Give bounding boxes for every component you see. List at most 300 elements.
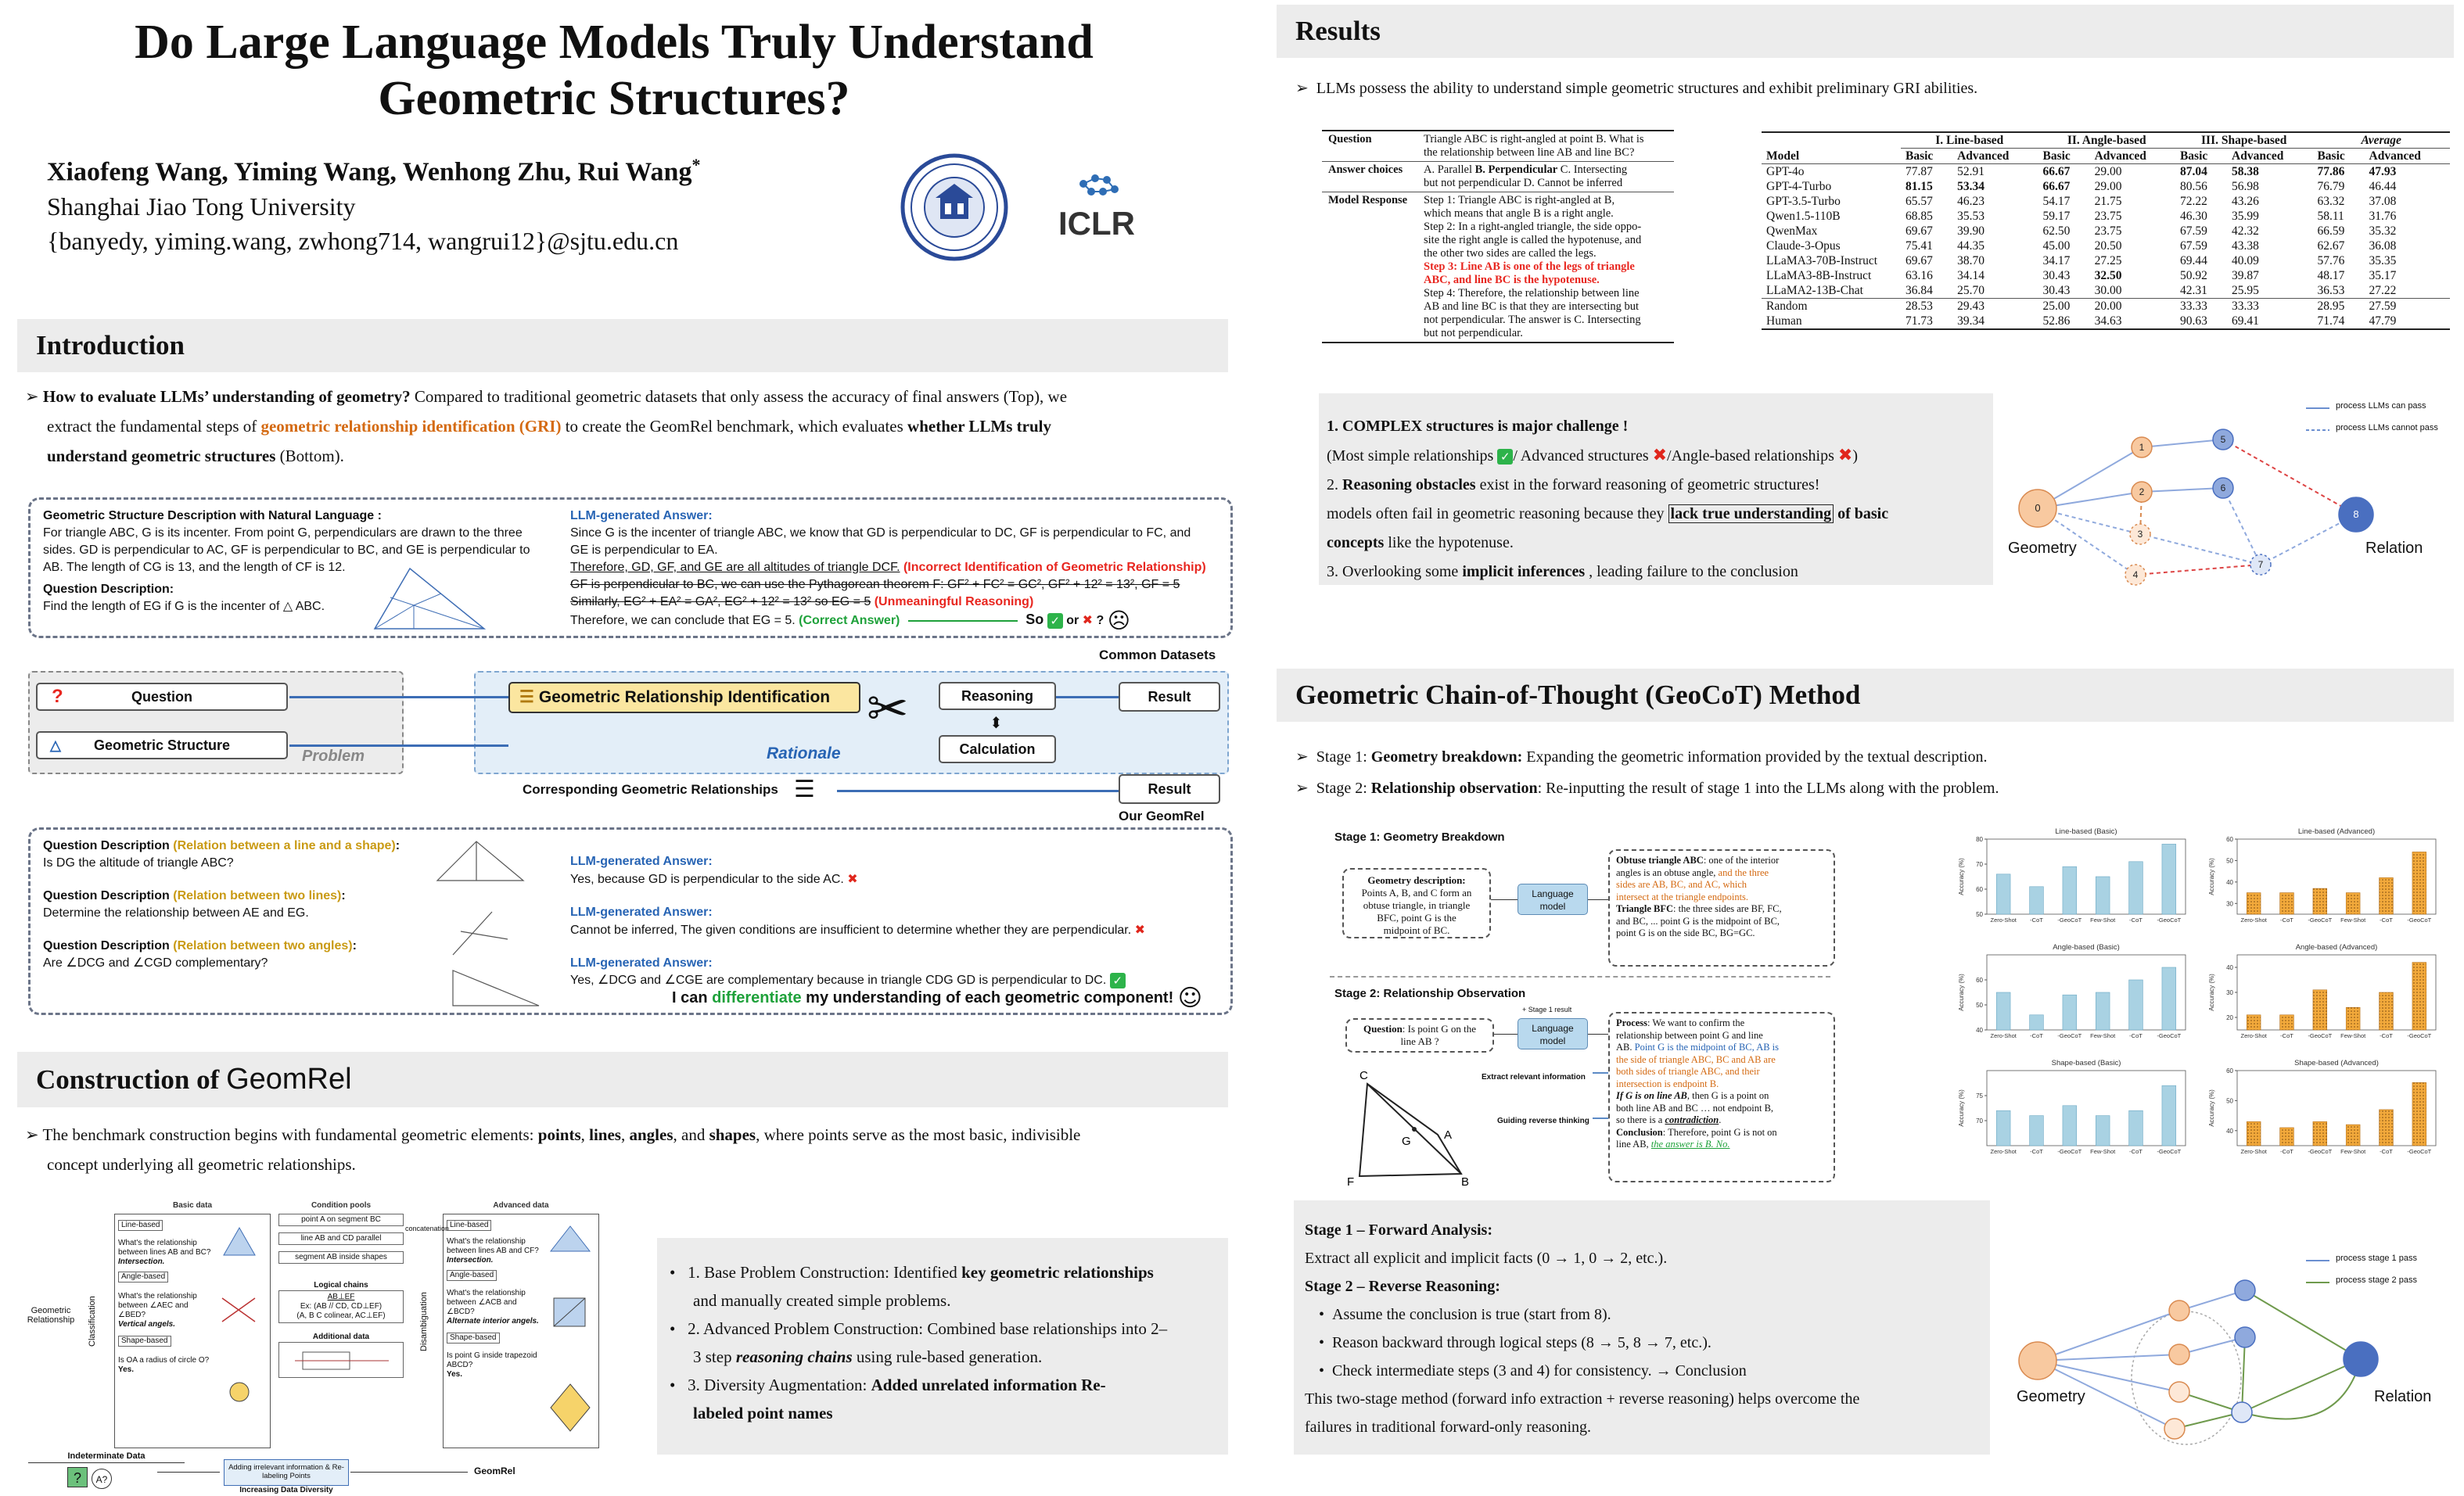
svg-text:7: 7 bbox=[2257, 559, 2264, 570]
check-icon: ✓ bbox=[1497, 449, 1513, 465]
score-cell: 75.41 bbox=[1905, 239, 1933, 253]
graph-node-0 bbox=[2019, 490, 2056, 527]
geocot-header: Geometric Chain-of-Thought (GeoCoT) Method bbox=[1277, 669, 2454, 722]
rationale-label: Rationale bbox=[767, 744, 841, 762]
flow-arrow bbox=[1056, 696, 1119, 698]
graph-edge bbox=[2223, 488, 2261, 565]
score-cell: 36.84 bbox=[1905, 284, 1933, 297]
score-cell: 65.57 bbox=[1905, 195, 1933, 208]
score-cell: 33.33 bbox=[2179, 300, 2207, 313]
bar bbox=[2063, 995, 2077, 1030]
graph-node-4 bbox=[2164, 1419, 2185, 1439]
bar bbox=[2096, 992, 2110, 1030]
score-cell: 39.34 bbox=[1957, 314, 1984, 328]
cross-icon: ✖ bbox=[1082, 612, 1094, 627]
legend-stage1: process stage 1 pass bbox=[2336, 1254, 2417, 1263]
score-cell: 47.93 bbox=[2369, 165, 2397, 178]
construction-paragraph: ➢ The benchmark construction begins with fundamental geometric elements: points, lines, angles, and shapes, where points serve as the most basic, indivisible concept underlying all geometric relationships. bbox=[25, 1125, 1081, 1174]
graph-node-7 bbox=[2232, 1402, 2252, 1422]
question-mark-icon: ? bbox=[52, 686, 63, 707]
score-cell: 67.59 bbox=[2179, 239, 2207, 253]
chart-ylabel: Accuracy (%) bbox=[1958, 858, 1965, 895]
result-box-common: Result bbox=[1119, 682, 1220, 712]
graph-edge bbox=[2038, 1361, 2179, 1392]
score-cell: 35.53 bbox=[1957, 210, 1984, 223]
authors: Xiaofeng Wang, Yiming Wang, Wenhong Zhu, Rui Wang* bbox=[47, 155, 701, 187]
score-cell: 37.08 bbox=[2369, 195, 2397, 208]
our-geomrel-label: Our GeomRel bbox=[1119, 809, 1205, 823]
score-cell: 27.22 bbox=[2369, 284, 2397, 297]
model-name: GPT-3.5-Turbo bbox=[1766, 195, 1841, 208]
score-cell: 34.14 bbox=[1957, 269, 1984, 282]
score-cell: 35.99 bbox=[2232, 210, 2259, 223]
score-cell: 34.17 bbox=[2042, 254, 2071, 267]
svg-text:ICLR: ICLR bbox=[1058, 205, 1135, 242]
chart-title: Shape-based (Advanced) bbox=[2294, 1059, 2379, 1067]
sub-figures bbox=[429, 838, 555, 1010]
iclr-logo-icon bbox=[1052, 164, 1162, 242]
bar bbox=[2346, 893, 2360, 914]
x-tick-label: -CoT bbox=[2280, 1032, 2293, 1039]
score-cell: 43.26 bbox=[2232, 195, 2259, 208]
score-cell: 81.15 bbox=[1905, 180, 1933, 193]
bar bbox=[2063, 866, 2077, 914]
score-cell: 23.75 bbox=[2094, 210, 2122, 223]
y-tick-label: 60 bbox=[2226, 836, 2233, 843]
score-cell: 66.59 bbox=[2317, 224, 2345, 238]
y-tick-label: 60 bbox=[1976, 977, 1983, 984]
bar bbox=[2030, 1015, 2044, 1030]
y-tick-label: 50 bbox=[1976, 911, 1983, 918]
question-box-stage2: Question: Is point G on the line AB ? bbox=[1345, 1018, 1494, 1053]
bar bbox=[2030, 887, 2044, 914]
score-cell: 42.31 bbox=[2179, 284, 2207, 297]
flow-arrow bbox=[289, 744, 508, 747]
bar bbox=[2096, 1116, 2110, 1146]
score-cell: 52.91 bbox=[1957, 165, 1984, 178]
score-cell: 58.38 bbox=[2232, 165, 2259, 178]
svg-text:4: 4 bbox=[2132, 569, 2139, 580]
bar bbox=[1996, 874, 2010, 914]
observation-output-box: Process: We want to confirm the relationship between point G and line AB. Point G is the midpoint of BC, AB is the side of triangle ABC, BC and AB are both sides of triangle ABC, and their intersection is endpoint B. If G is on line AB, then G is a point on both line AB and BC … not endpoint B, so there is a contradiction. Conclusion: Therefore, point G is not on line AB, the answer is B. No. bbox=[1608, 1012, 1835, 1182]
x-tick-label: Zero-Shot bbox=[1990, 1032, 2017, 1039]
score-cell: 33.33 bbox=[2232, 300, 2259, 313]
bar bbox=[2313, 888, 2327, 914]
sjtu-logo-icon bbox=[900, 152, 1009, 262]
chart-title: Angle-based (Advanced) bbox=[2295, 943, 2378, 952]
affiliation: Shanghai Jiao Tong University bbox=[47, 192, 356, 221]
graph-edge bbox=[2242, 1337, 2245, 1412]
model-name: Random bbox=[1766, 300, 1808, 313]
score-cell: 57.76 bbox=[2317, 254, 2345, 267]
model-name: LLaMA2-13B-Chat bbox=[1766, 284, 1863, 297]
svg-text:B: B bbox=[1461, 1175, 1470, 1186]
x-tick-label: Zero-Shot bbox=[1990, 917, 2017, 924]
chart-title: Angle-based (Basic) bbox=[2053, 943, 2120, 952]
score-cell: 30.43 bbox=[2042, 284, 2071, 297]
svg-text:6: 6 bbox=[2220, 483, 2226, 493]
x-tick-label: -GeoCoT bbox=[2308, 1148, 2333, 1155]
score-cell: 25.70 bbox=[1957, 284, 1984, 297]
y-tick-label: 50 bbox=[2226, 1097, 2233, 1105]
score-cell: 80.56 bbox=[2179, 180, 2207, 193]
score-cell: 69.67 bbox=[1905, 254, 1933, 267]
bar bbox=[2280, 893, 2294, 914]
x-tick-label: -GeoCoT bbox=[2308, 917, 2333, 924]
construction-diagram: Basic data Condition pools Advanced data Geometric Relationship Classification Disambiguation Line-based What's the relationship between lines AB and BC? Intersection. Angle-based What's the relationship between ∠AEC and ∠BED? Vertical angels. Shape-based Is OA a radius of circle O? Yes. point A on segment BC line AB and CD parallel segment AB inside shapes Logical chains AB⊥EF Ex: (AB // CD, CD⊥EF) (A, B C colinear, AC⊥EF) Additional data concatenation Line-based What's the relationship between lines AB and CF? Intersection. Angle-based What's the relationship between ∠ACB and ∠BCD? Alternate interior angels. Shape-based Is point G inside trapezoid ABCD? Yes. Indeterminate Data ? A? Adding irrelevant information & Re-labeling Points Increasing Data Diversity GeomRel bbox=[28, 1196, 623, 1492]
score-cell: 72.22 bbox=[2179, 195, 2207, 208]
x-tick-label: -CoT bbox=[2030, 1148, 2043, 1155]
bar bbox=[2280, 1015, 2294, 1030]
score-cell: 32.50 bbox=[2094, 269, 2122, 282]
graph-edge bbox=[2038, 1354, 2179, 1361]
graph-edge bbox=[2242, 1359, 2361, 1412]
score-cell: 46.23 bbox=[1957, 195, 1984, 208]
model-name: QwenMax bbox=[1766, 224, 1818, 238]
geocot-stage-diagram: Stage 1: Geometry Breakdown Geometry description: Points A, B, and C form an obtuse triangle, in triangle BFC, point G is the midpoint of BC. Language model Obtuse triangle ABC: one of the interior angles is an obtuse angle, and the three sides are AB, BC, and AC, which intersect at the triangle endpoints. Triangle BFC: the three sides are BF, FC, and BC, ... point G is the midpoint of BC, point G is on the side BC, BG=GC. Stage 2: Relationship Observation + Stage 1 result Question: Is point G on the line AB ? Language model Extract relevant information Guiding reverse thinking Process: We want to confirm the relationship between point G and line AB. Point G is the midpoint of BC, AB is the side of triangle ABC, BC and AB are both sides of triangle ABC, and their intersection is endpoint B. If G is on line AB, then G is a point on both line AB and BC … not endpoint B, so there is a contradiction. Conclusion: Therefore, point G is not on line AB, the answer is B. No. C A G F B bbox=[1330, 821, 1846, 1189]
bar bbox=[2129, 980, 2143, 1030]
bar bbox=[2313, 990, 2327, 1030]
model-name: Qwen1.5-110B bbox=[1766, 210, 1841, 223]
table-row bbox=[1762, 299, 2450, 314]
graph-node-2 bbox=[2169, 1344, 2189, 1365]
corresponding-label: Corresponding Geometric Relationships bbox=[523, 782, 778, 797]
score-cell: 69.41 bbox=[2232, 314, 2259, 328]
x-tick-label: -GeoCoT bbox=[2157, 1148, 2182, 1155]
double-arrow-icon: ⬍ bbox=[990, 715, 1003, 732]
score-cell: 35.35 bbox=[2369, 254, 2397, 267]
score-cell: 87.04 bbox=[2179, 165, 2207, 178]
score-cell: 90.63 bbox=[2179, 314, 2207, 328]
score-cell: 42.32 bbox=[2232, 224, 2259, 238]
score-cell: 62.67 bbox=[2317, 239, 2345, 253]
table-row bbox=[1762, 179, 2450, 194]
score-cell: 56.98 bbox=[2232, 180, 2259, 193]
score-cell: 45.00 bbox=[2042, 239, 2071, 253]
score-cell: 21.75 bbox=[2094, 195, 2122, 208]
construction-header: Construction of GeomRel bbox=[17, 1052, 1228, 1107]
score-cell: 36.08 bbox=[2369, 239, 2397, 253]
score-cell: 29.00 bbox=[2094, 165, 2122, 178]
score-cell: 53.34 bbox=[1957, 180, 1984, 193]
title-line-2: Geometric Structures? bbox=[378, 72, 850, 125]
svg-text:F: F bbox=[1347, 1175, 1355, 1186]
relation-label: Relation bbox=[2365, 540, 2423, 557]
score-cell: 69.67 bbox=[1905, 224, 1933, 238]
svg-text:2: 2 bbox=[2139, 486, 2145, 497]
x-tick-label: -CoT bbox=[2280, 1148, 2293, 1155]
graph-node-3 bbox=[2169, 1382, 2189, 1402]
graph-node-7 bbox=[2250, 554, 2271, 575]
bar-chart bbox=[2206, 1057, 2441, 1166]
score-cell: 25.00 bbox=[2042, 300, 2071, 313]
legend-pass: process LLMs can pass bbox=[2336, 401, 2426, 411]
model-name: Claude-3-Opus bbox=[1766, 239, 1841, 253]
legend-fail: process LLMs cannot pass bbox=[2336, 423, 2438, 432]
score-cell: 43.38 bbox=[2232, 239, 2259, 253]
graph-node-8 bbox=[2339, 497, 2373, 532]
score-cell: 40.09 bbox=[2232, 254, 2259, 267]
score-cell: 29.43 bbox=[1957, 300, 1984, 313]
bar-chart bbox=[1956, 1057, 2190, 1166]
intro-header: Introduction bbox=[17, 319, 1228, 372]
score-cell: 20.00 bbox=[2094, 300, 2122, 313]
score-cell: 44.35 bbox=[1957, 239, 1984, 253]
score-cell: 54.17 bbox=[2042, 195, 2071, 208]
flow-arrow bbox=[289, 696, 508, 698]
poster-title bbox=[0, 14, 1228, 127]
x-tick-label: -GeoCoT bbox=[2057, 1148, 2082, 1155]
x-tick-label: -CoT bbox=[2129, 1148, 2143, 1155]
emails: {banyedy, yiming.wang, zwhong714, wangrui12}@sjtu.edu.cn bbox=[47, 227, 679, 255]
graph-node-6 bbox=[2235, 1327, 2255, 1347]
relation-label-2: Relation bbox=[2374, 1388, 2432, 1405]
geometry-description-box: Geometry description: Points A, B, and C form an obtuse triangle, in triangle BFC, point G is the midpoint of BC. bbox=[1342, 868, 1491, 938]
x-tick-label: -GeoCoT bbox=[2057, 1032, 2082, 1039]
score-cell: 23.75 bbox=[2094, 224, 2122, 238]
y-tick-label: 40 bbox=[1976, 1027, 1983, 1034]
score-cell: 27.25 bbox=[2094, 254, 2122, 267]
chart-ylabel: Accuracy (%) bbox=[2208, 974, 2215, 1011]
y-tick-label: 30 bbox=[2226, 900, 2233, 908]
differentiate-line: I can differentiate my understanding of each geometric component! ☺ bbox=[672, 985, 1203, 1012]
score-cell: 30.43 bbox=[2042, 269, 2071, 282]
graph-node-8 bbox=[2344, 1342, 2378, 1376]
graph-edge bbox=[2135, 565, 2261, 575]
chart-ylabel: Accuracy (%) bbox=[2208, 1089, 2215, 1127]
graph-edge bbox=[2142, 439, 2223, 447]
list-icon: ☰ bbox=[519, 688, 534, 706]
bar-chart bbox=[2206, 941, 2441, 1050]
score-cell: 66.67 bbox=[2042, 180, 2071, 193]
table-row bbox=[1762, 239, 2450, 253]
model-name: LLaMA3-70B-Instruct bbox=[1766, 254, 1878, 267]
svg-text:8: 8 bbox=[2353, 508, 2359, 520]
x-tick-label: -GeoCoT bbox=[2407, 917, 2432, 924]
chart-ylabel: Accuracy (%) bbox=[1958, 974, 1965, 1011]
bar bbox=[2380, 1110, 2394, 1146]
obtuse-triangle-figure bbox=[1336, 1060, 1485, 1186]
score-cell: 38.70 bbox=[1957, 254, 1984, 267]
model-name: LLaMA3-8B-Instruct bbox=[1766, 269, 1872, 282]
score-cell: 58.11 bbox=[2317, 210, 2344, 223]
score-cell: 67.59 bbox=[2179, 224, 2207, 238]
geometric-structure-box: △ Geometric Structure bbox=[36, 731, 288, 759]
list-lines-icon: ☰ bbox=[794, 777, 815, 802]
results-table: I. Line-based II. Angle-based III. Shape-based Average Model Basic Advanced Basic Advanced Basic Advanced Basic Advanced GPT-4o 77.87 52.91 66.67 29.00 87.04 58.38 77.86 47.93 GPT-4-Turbo 81.15 53.34 66.67 29.00 80.56 56.98 76.79 46.44 GPT-3.5-Turbo 65.57 46.23 54.17 21.75 72.22 43.26 63.32 37.08 Qwen1.5-110B 68.85 35.53 59.17 23.75 46.30 35.99 58.11 31.76 QwenMax 69.67 39.90 62.50 23.75 67.59 42.32 66.59 35.32 Claude-3-Opus 75.41 44.35 45.00 20.50 67.59 43.38 62.67 36.08 LLaMA3-70B-Instruct 69.67 38.70 34.17 27.25 69.44 40.09 57.76 35.35 LLaMA3-8B-Instruct 63.16 34.14 30.43 32.50 50.92 39.87 48.17 35.17 LLaMA2-13B-Chat 36.84 25.70 30.43 30.00 42.31 25.95 36.53 27.22 Random 28.53 29.43 25.00 20.00 33.33 33.33 28.95 27.59 Human 71.73 39.34 52.86 34.63 90.63 69.41 71.74 47.79 bbox=[1762, 131, 2450, 330]
bar-chart bbox=[1956, 825, 2190, 935]
question-box: ? Question bbox=[36, 683, 288, 711]
score-cell: 77.86 bbox=[2317, 165, 2345, 178]
graph-node-1 bbox=[2132, 437, 2152, 457]
bar-chart bbox=[1956, 941, 2190, 1050]
check-icon: ✓ bbox=[1110, 973, 1126, 988]
score-cell: 52.86 bbox=[2042, 314, 2071, 328]
score-cell: 50.92 bbox=[2179, 269, 2207, 282]
y-tick-label: 40 bbox=[2226, 964, 2233, 971]
gri-box: ☰ Geometric Relationship Identification bbox=[508, 682, 860, 713]
results-bullet: ➢ LLMs possess the ability to understand simple geometric structures and exhibit preliminary GRI abilities. bbox=[1295, 80, 1978, 97]
x-tick-label: -GeoCoT bbox=[2057, 917, 2082, 924]
x-tick-label: -CoT bbox=[2380, 917, 2393, 924]
bar bbox=[2346, 1125, 2360, 1146]
score-cell: 36.53 bbox=[2317, 284, 2345, 297]
language-model-box: Language model bbox=[1518, 1018, 1588, 1049]
score-cell: 39.87 bbox=[2232, 269, 2259, 282]
score-cell: 71.73 bbox=[1905, 314, 1933, 328]
geomrel-example-box: Question Description (Relation between a line and a shape): Is DG the altitude of triangle ABC? Question Description (Relation between two lines): Determine the relationship between AE and EG. Question Description (Relation between two angles): Are ∠DCG and ∠CGD complementary? LLM-generated Answer: Yes, because GD is perpendicular to the side AC. ✖ LLM-generated Answer: Cannot be inferred, The given conditions are insufficient to determine whether they are perpendicular. ✖ LLM-generated Answer: Yes, ∠DCG and ∠CGE are complementary because in triangle CDG GD is perpendicular to DC. ✓ I can differentiate my understanding of each geometric component! ☺ bbox=[28, 827, 1233, 1015]
chart-title: Shape-based (Basic) bbox=[2051, 1059, 2121, 1067]
graph-edge bbox=[2245, 1290, 2361, 1359]
score-cell: 31.76 bbox=[2369, 210, 2397, 223]
bar bbox=[2030, 1116, 2044, 1146]
table-row bbox=[1762, 194, 2450, 209]
result-box-geomrel: Result bbox=[1119, 774, 1220, 804]
svg-text:3: 3 bbox=[2137, 529, 2143, 540]
bar bbox=[2412, 1082, 2426, 1146]
chart-ylabel: Accuracy (%) bbox=[1958, 1089, 1965, 1127]
bar bbox=[2313, 1121, 2327, 1146]
triangle-icon: △ bbox=[50, 737, 61, 753]
y-tick-label: 70 bbox=[1976, 1118, 1983, 1125]
scissors-icon: ✂ bbox=[867, 680, 909, 738]
score-cell: 30.00 bbox=[2094, 284, 2122, 297]
score-cell: 35.17 bbox=[2369, 269, 2397, 282]
score-cell: 29.00 bbox=[2094, 180, 2122, 193]
chart-title: Line-based (Basic) bbox=[2055, 827, 2117, 836]
graph-node-5 bbox=[2235, 1280, 2255, 1300]
graph-node-4 bbox=[2125, 565, 2146, 585]
smile-face-icon: ☺ bbox=[1177, 985, 1203, 1012]
graph-node-5 bbox=[2213, 429, 2233, 450]
score-cell: 35.32 bbox=[2369, 224, 2397, 238]
score-cell: 69.44 bbox=[2179, 254, 2207, 267]
score-cell: 34.63 bbox=[2094, 314, 2122, 328]
bar bbox=[1996, 1110, 2010, 1146]
x-tick-label: Zero-Shot bbox=[2240, 1148, 2267, 1155]
graph-node-6 bbox=[2213, 478, 2233, 498]
score-cell: 63.16 bbox=[1905, 269, 1933, 282]
score-cell: 62.50 bbox=[2042, 224, 2071, 238]
x-tick-label: -GeoCoT bbox=[2157, 1032, 2182, 1039]
bar bbox=[2247, 893, 2261, 914]
intro-paragraph: ➢ How to evaluate LLMs’ understanding of geometry? Compared to traditional geometric datasets that only assess the accuracy of final answers (Top), we extract the fundamental steps of geometric relationship identification (GRI) to create the GeomRel benchmark, which evaluates whether LLMs truly understand geometric structures (Bottom). bbox=[25, 387, 1068, 465]
y-tick-label: 75 bbox=[1976, 1092, 1983, 1100]
x-tick-label: -GeoCoT bbox=[2407, 1032, 2432, 1039]
score-cell: 66.67 bbox=[2042, 165, 2071, 178]
incenter-triangle-figure bbox=[367, 562, 492, 634]
y-tick-label: 30 bbox=[2226, 989, 2233, 996]
x-tick-label: -CoT bbox=[2380, 1148, 2393, 1155]
geocot-bullets: ➢ Stage 1: Geometry breakdown: Expanding the geometric information provided by the textual description. ➢ Stage 2: Relationship observation: Re-inputting the result of stage 1 into the LLMs along with the problem. bbox=[1295, 748, 1999, 797]
score-cell: 46.44 bbox=[2369, 180, 2397, 193]
bar bbox=[2412, 963, 2426, 1030]
check-icon: ✓ bbox=[1047, 613, 1063, 629]
x-tick-label: Few-Shot bbox=[2340, 1148, 2366, 1155]
svg-text:5: 5 bbox=[2220, 434, 2226, 445]
score-cell: 77.87 bbox=[1905, 165, 1933, 178]
title-line-1: Do Large Language Models Truly Understand bbox=[135, 16, 1094, 69]
y-tick-label: 20 bbox=[2226, 1014, 2233, 1021]
bar bbox=[2162, 844, 2176, 914]
construction-steps-panel: • 1. Base Problem Construction: Identified key geometric relationships and manually created simple problems. • 2. Advanced Problem Construction: Combined base relationships into 2– 3 step reasoning chains using rule-based generation. • 3. Diversity Augmentation: Added unrelated information Re- labeled point names bbox=[657, 1238, 1228, 1455]
x-tick-label: Few-Shot bbox=[2090, 1148, 2116, 1155]
x-tick-label: Few-Shot bbox=[2340, 1032, 2366, 1039]
model-name: Human bbox=[1766, 314, 1802, 328]
geometry-label: Geometry bbox=[2008, 540, 2077, 557]
svg-text:G: G bbox=[1402, 1135, 1411, 1148]
legend-stage2: process stage 2 pass bbox=[2336, 1275, 2417, 1285]
calculation-box: Calculation bbox=[939, 735, 1056, 763]
geocot-method-panel: Stage 1 – Forward Analysis: Extract all explicit and implicit facts (0 → 1, 0 → 2, etc.). Stage 2 – Reverse Reasoning: • Assume the conclusion is true (start from 8). • Reason backward through logical steps (8 → 5, 8 → 7, etc.). • Check intermediate steps (3 and 4) for consistency. → Conclusion This two-stage method (forward info extraction + reverse reasoning) helps overcome the failures in traditional forward-only reasoning. bbox=[1294, 1200, 1990, 1455]
graph-edge bbox=[2038, 1311, 2179, 1361]
graph-node-0 bbox=[2019, 1342, 2056, 1379]
bar-chart bbox=[2206, 825, 2441, 935]
y-tick-label: 40 bbox=[2226, 1127, 2233, 1135]
model-name: GPT-4-Turbo bbox=[1766, 180, 1832, 193]
x-tick-label: Zero-Shot bbox=[2240, 917, 2267, 924]
score-cell: 20.50 bbox=[2094, 239, 2122, 253]
chart-title: Line-based (Advanced) bbox=[2297, 827, 2376, 836]
score-cell: 46.30 bbox=[2179, 210, 2207, 223]
score-cell: 28.53 bbox=[1905, 300, 1933, 313]
table-row bbox=[1762, 268, 2450, 283]
additional-data-figure bbox=[279, 1343, 403, 1377]
score-cell: 39.90 bbox=[1957, 224, 1984, 238]
geocot-bar-charts bbox=[1956, 825, 2456, 1161]
cross-icon: ✖ bbox=[1652, 446, 1668, 465]
graph-node-3 bbox=[2130, 524, 2150, 544]
table-row bbox=[1762, 283, 2450, 299]
bar bbox=[2129, 862, 2143, 914]
table-row bbox=[1762, 224, 2450, 239]
cross-icon: ✖ bbox=[1134, 922, 1146, 937]
legend bbox=[2306, 408, 2329, 430]
bar bbox=[2280, 1128, 2294, 1146]
score-cell: 47.79 bbox=[2369, 314, 2397, 328]
x-tick-label: Few-Shot bbox=[2090, 1032, 2116, 1039]
score-cell: 76.79 bbox=[2317, 180, 2345, 193]
x-tick-label: Few-Shot bbox=[2090, 917, 2116, 924]
svg-text:0: 0 bbox=[2035, 502, 2041, 514]
bar bbox=[1996, 992, 2010, 1030]
graph-edge bbox=[2140, 534, 2261, 565]
geometry-label-2: Geometry bbox=[2017, 1388, 2085, 1405]
bar bbox=[2129, 1110, 2143, 1146]
x-tick-label: -GeoCoT bbox=[2407, 1148, 2432, 1155]
bar bbox=[2380, 877, 2394, 914]
graph-node-2 bbox=[2132, 482, 2152, 502]
x-tick-label: -CoT bbox=[2129, 1032, 2143, 1039]
y-tick-label: 80 bbox=[1976, 836, 1983, 843]
sad-face-icon: ☹ bbox=[1107, 607, 1130, 633]
graph-edge bbox=[2142, 488, 2223, 492]
x-tick-label: -GeoCoT bbox=[2308, 1032, 2333, 1039]
bar bbox=[2247, 1015, 2261, 1030]
score-cell: 59.17 bbox=[2042, 210, 2071, 223]
svg-text:1: 1 bbox=[2139, 442, 2145, 453]
score-cell: 68.85 bbox=[1905, 210, 1933, 223]
x-tick-label: -CoT bbox=[2030, 917, 2043, 924]
results-header: Results bbox=[1277, 5, 2454, 58]
y-tick-label: 40 bbox=[2226, 878, 2233, 886]
x-tick-label: Few-Shot bbox=[2340, 917, 2366, 924]
bar bbox=[2162, 967, 2176, 1030]
score-cell: 25.95 bbox=[2232, 284, 2259, 297]
traditional-example-box: Geometric Structure Description with Natural Language : For triangle ABC, G is its incenter. From point G, perpendiculars are drawn to the three sides. GD is perpendicular to AC, GF is perpendicular to BC, and GE is perpendicular to AB. The length of CG is 13, and the length of CF is 12. Question Description: Find the length of EG if G is the incenter of △ ABC. LLM-generated Answer: Since G is the incenter of triangle ABC, we know that GD is perpendicular to DC, GF is perpendicular to FC, and GE is perpendicular to EA. Therefore, GD, GF, and GE are all altitudes of triangle DCF. (Incorrect Identification of Geometric Relationship) GF is perpendicular to BC, we can use the Pythagorean theorem F: GF² + FC² = GC², GF² + 12² = 13², GF = 5 Similarly, EG² + EA² = GA², EG² + 12² = 13² so EG = 5 (Unmeaningful Reasoning) Therefore, we can conclude that EG = 5. (Correct Answer) So ✓ or ✖ ? ☹ bbox=[28, 497, 1233, 638]
flow-arrow bbox=[837, 790, 1119, 792]
x-tick-label: -CoT bbox=[2030, 1032, 2043, 1039]
